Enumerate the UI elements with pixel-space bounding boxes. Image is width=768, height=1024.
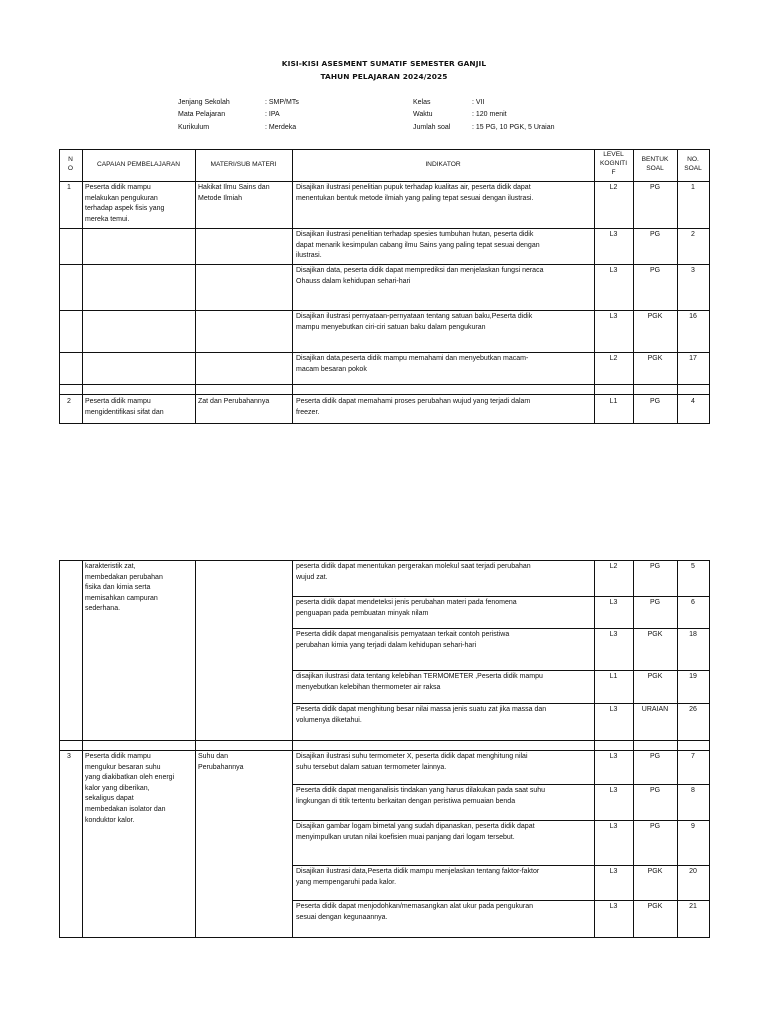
- info-value-waktu: : 120 menit: [472, 111, 507, 118]
- nosoal-text: 4: [691, 398, 695, 405]
- bentuk-text: PGK: [647, 355, 663, 362]
- header-materi: MATERI/SUB MATERI: [210, 161, 277, 168]
- bentuk-text: PGK: [647, 673, 663, 680]
- table2-hline: [59, 740, 710, 741]
- indikator-text: Disajikan ilustrasi data,Peserta didik mampu menjelaskan tentang faktor-faktor yang mempengaruhi pada kalor.: [296, 868, 540, 886]
- table2-vline: [594, 560, 595, 938]
- table1-hline: [59, 310, 710, 311]
- row-no: 2: [67, 398, 71, 405]
- table1-vline: [195, 149, 196, 424]
- table2-row-line: [292, 628, 710, 629]
- nosoal-text: 20: [689, 868, 697, 875]
- indikator-text: Disajikan ilustrasi penelitian terhadap spesies tumbuhan hutan, peserta didik dapat menarik kesimpulan cabang ilmu Sains yang paling tepat sesuai dengan ilustrasi.: [296, 231, 540, 260]
- bentuk-text: PG: [649, 398, 661, 405]
- nosoal-text: 2: [691, 231, 695, 238]
- info-value-mapel: : IPA: [265, 111, 280, 118]
- nosoal-text: 1: [691, 184, 695, 191]
- header-no: N O: [67, 156, 74, 172]
- info-label-waktu: Waktu: [413, 111, 433, 118]
- header-indikator: INDIKATOR: [425, 161, 461, 168]
- indikator-text: Disajikan data, peserta didik dapat memprediksi dan menjelaskan fungsi neraca Ohauss dalam kehidupan sehari-hari: [296, 267, 544, 285]
- bentuk-text: PG: [649, 563, 661, 570]
- bentuk-text: PG: [649, 753, 661, 760]
- table2-row-line: [292, 596, 710, 597]
- indikator-text: Peserta didik dapat menganalisis tindakan yang harus dilakukan pada saat suhu lingkungan di titik tertentu berkaitan dengan peristiwa pemuaian benda: [296, 787, 546, 805]
- table1-hline: [59, 384, 710, 385]
- info-label-mapel: Mata Pelajaran: [178, 111, 226, 118]
- indikator-text: Disajikan gambar logam bimetal yang sudah dipanaskan, peserta didik dapat menyimpulkan urutan nilai koefisien muai panjang dari logam tersebut.: [296, 823, 535, 841]
- header-nosoal: NO. SOAL: [684, 156, 702, 172]
- level-text: L2: [609, 563, 618, 570]
- row-no: 3: [67, 753, 71, 760]
- level-text: L3: [609, 787, 618, 794]
- table2-vline: [195, 560, 196, 938]
- table2-row-line: [292, 900, 710, 901]
- bentuk-text: PG: [649, 267, 661, 274]
- table2-vline: [82, 560, 83, 938]
- indikator-text: Peserta didik dapat menjodohkan/memasangkan alat ukur pada pengukuran sesuai dengan kegunaannya.: [296, 903, 533, 921]
- level-text: L3: [609, 903, 618, 910]
- bentuk-text: URAIAN: [641, 706, 669, 713]
- table2-row-line: [292, 784, 710, 785]
- table1-hline: [59, 423, 710, 424]
- table1-hline: [59, 228, 710, 229]
- indikator-text: peserta didik dapat menentukan pergerakan molekul saat terjadi perubahan wujud zat.: [296, 563, 531, 581]
- nosoal-text: 5: [691, 563, 695, 570]
- bentuk-text: PGK: [647, 631, 663, 638]
- bentuk-text: PG: [649, 787, 661, 794]
- level-text: L3: [609, 267, 618, 274]
- indikator-text: Disajikan data,peserta didik mampu memahami dan menyebutkan macam- macam besaran pokok: [296, 355, 529, 373]
- capaian-text: Peserta didik mampu mengukur besaran suhu yang diakibatkan oleh energi kalor yang diberikan, sekaligus dapat membedakan isolator dan konduktor kalor.: [85, 753, 175, 824]
- table2-row-line: [292, 703, 710, 704]
- nosoal-text: 7: [691, 753, 695, 760]
- bentuk-text: PGK: [647, 903, 663, 910]
- level-text: L2: [609, 184, 618, 191]
- info-label-jumlah: Jumlah soal: [413, 124, 451, 131]
- info-value-kelas: : VII: [472, 99, 485, 106]
- nosoal-text: 8: [691, 787, 695, 794]
- header-capaian: CAPAIAN PEMBELAJARAN: [96, 161, 181, 168]
- info-value-jumlah: : 15 PG, 10 PGK, 5 Uraian: [472, 124, 555, 131]
- indikator-text: Peserta didik dapat memahami proses perubahan wujud yang terjadi dalam freezer.: [296, 398, 531, 416]
- info-label-kelas: Kelas: [413, 99, 431, 106]
- level-text: L3: [609, 631, 618, 638]
- table1-vline: [709, 149, 710, 424]
- materi-text: Zat dan Perubahannya: [198, 398, 270, 405]
- info-label-jenjang: Jenjang Sekolah: [178, 99, 230, 106]
- level-text: L2: [609, 355, 618, 362]
- bentuk-text: PG: [649, 184, 661, 191]
- capaian-text: Peserta didik mampu melakukan pengukuran terhadap aspek fisis yang mereka temui.: [85, 184, 165, 223]
- level-text: L3: [609, 599, 618, 606]
- bentuk-text: PG: [649, 231, 661, 238]
- indikator-text: Disajikan ilustrasi penelitian pupuk terhadap kualitas air, peserta didik dapat menentukan bentuk metode ilmiah yang paling tepat sesuai dengan ilustrasi.: [296, 184, 534, 202]
- table2-row-line: [292, 820, 710, 821]
- table2-vline: [59, 560, 60, 938]
- table2-row-line: [292, 865, 710, 866]
- table2-vline: [677, 560, 678, 938]
- bentuk-text: PG: [649, 599, 661, 606]
- table2-vline: [292, 560, 293, 938]
- bentuk-text: PG: [649, 823, 661, 830]
- header-bentuk: BENTUK SOAL: [641, 156, 669, 172]
- nosoal-text: 17: [689, 355, 697, 362]
- level-text: L3: [609, 823, 618, 830]
- table1-hline: [59, 394, 710, 395]
- indikator-text: Peserta didik dapat menghitung besar nilai massa jenis suatu zat jika massa dan volumenya diketahui.: [296, 706, 547, 724]
- header-level: LEVEL KOGNITI F: [599, 151, 628, 176]
- bentuk-text: PGK: [647, 313, 663, 320]
- table2-vline: [709, 560, 710, 938]
- level-text: L3: [609, 868, 618, 875]
- table2-hline: [59, 750, 710, 751]
- bentuk-text: PGK: [647, 868, 663, 875]
- indikator-text: peserta didik dapat mendeteksi jenis perubahan materi pada fenomena penguapan pada pembuatan minyak nilam: [296, 599, 517, 617]
- table2-hline: [59, 560, 710, 561]
- level-text: L3: [609, 313, 618, 320]
- info-value-jenjang: : SMP/MTs: [265, 99, 299, 106]
- table1-hline: [59, 352, 710, 353]
- nosoal-text: 9: [691, 823, 695, 830]
- row-no: 1: [67, 184, 71, 191]
- level-text: L3: [609, 706, 618, 713]
- table2-vline: [633, 560, 634, 938]
- level-text: L1: [609, 398, 618, 405]
- nosoal-text: 3: [691, 267, 695, 274]
- info-value-kurikulum: : Merdeka: [265, 124, 297, 131]
- indikator-text: Peserta didik dapat menganalisis pernyataan terkait contoh peristiwa perubahan kimia yang terjadi dalam kehidupan sehari-hari: [296, 631, 510, 649]
- table1-vline: [59, 149, 60, 424]
- table2-hline: [59, 937, 710, 938]
- level-text: L3: [609, 753, 618, 760]
- info-label-kurikulum: Kurikulum: [178, 124, 210, 131]
- table1-hline: [59, 181, 710, 182]
- indikator-text: Disajikan ilustrasi suhu termometer X, peserta didik dapat menghitung nilai suhu tersebut dalam satuan termometer lainnya.: [296, 753, 528, 771]
- nosoal-text: 21: [689, 903, 697, 910]
- materi-text: Suhu dan Perubahannya: [198, 753, 244, 771]
- capaian-text: Peserta didik mampu mengidentifikasi sifat dan: [85, 398, 164, 416]
- document-subtitle: TAHUN PELAJARAN 2024/2025: [320, 72, 448, 81]
- table1-hline: [59, 264, 710, 265]
- nosoal-text: 6: [691, 599, 695, 606]
- nosoal-text: 18: [689, 631, 697, 638]
- document-title: KISI-KISI ASESMENT SUMATIF SEMESTER GANJIL: [281, 59, 487, 68]
- indikator-text: disajikan ilustrasi data tentang kelebihan TERMOMETER ,Peserta didik mampu menyebutkan kelebihan thermometer air raksa: [296, 673, 543, 691]
- level-text: L1: [609, 673, 618, 680]
- materi-text: Hakikat Ilmu Sains dan Metode Ilmiah: [198, 184, 270, 202]
- capaian-text: karakteristik zat, membedakan perubahan fisika dan kimia serta memisahkan campuran sederhana.: [85, 563, 163, 613]
- nosoal-text: 26: [689, 706, 697, 713]
- nosoal-text: 19: [689, 673, 697, 680]
- table2-row-line: [292, 670, 710, 671]
- table1-vline: [292, 149, 293, 424]
- nosoal-text: 16: [689, 313, 697, 320]
- level-text: L3: [609, 231, 618, 238]
- indikator-text: Disajikan ilustrasi pernyataan-pernyataan tentang satuan baku,Peserta didik mampu menyebutkan ciri-ciri satuan baku dalam pengukuran: [296, 313, 533, 331]
